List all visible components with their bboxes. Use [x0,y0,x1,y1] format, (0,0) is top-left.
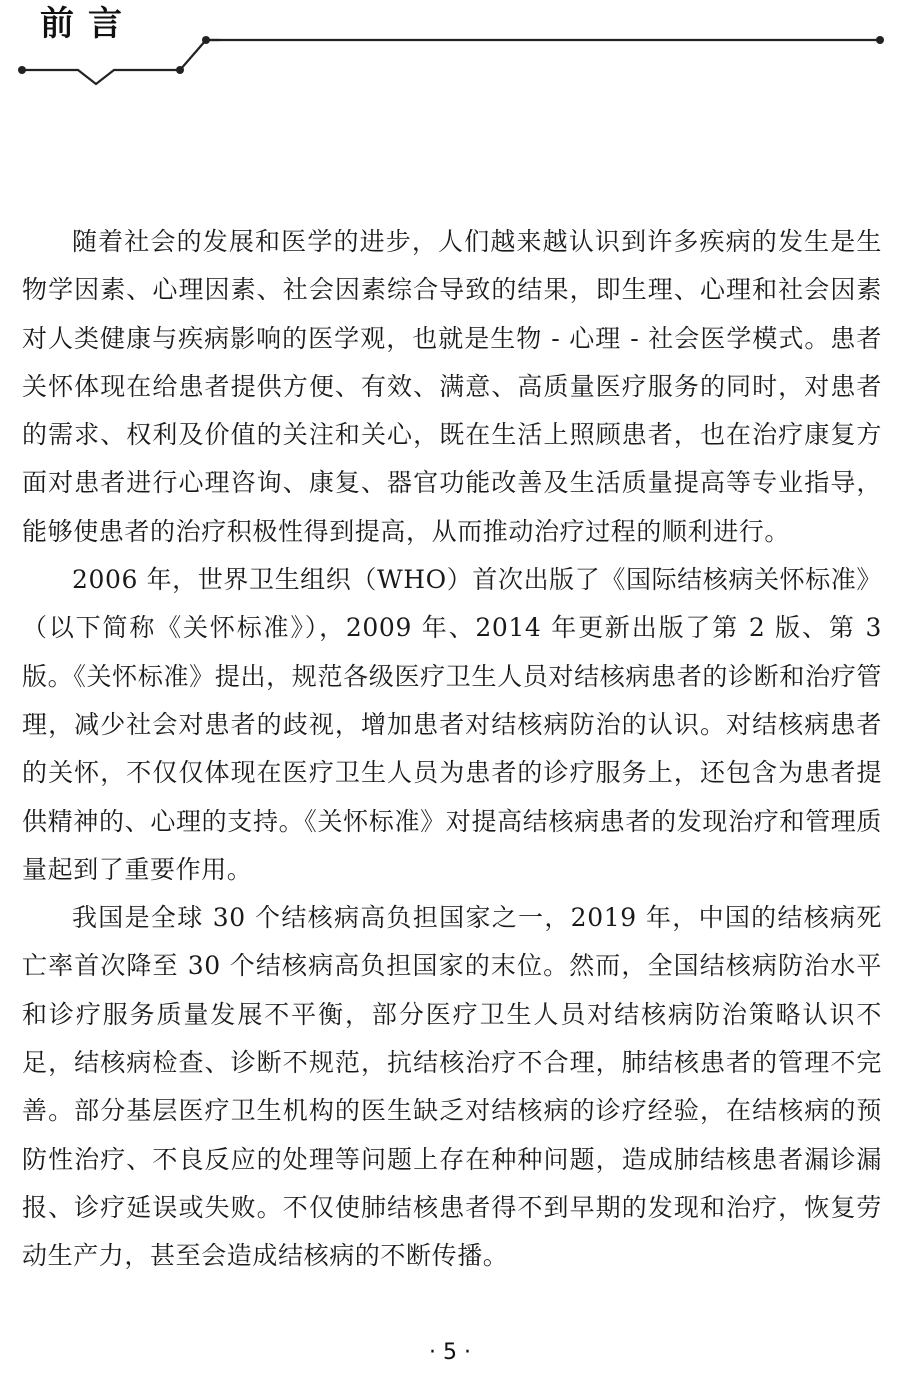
page-title: 前言 [40,4,136,44]
paragraph-1: 随着社会的发展和医学的进步，人们越来越认识到许多疾病的发生是生物学因素、心理因素、社会因素综合导致的结果，即生理、心理和社会因素对人类健康与疾病影响的医学观，也就是生物 - 心理 - 社会医学模式。患者关怀体现在给患者提供方便、有效、满意、高质量医疗服务的同时，对患者的需求、权利及价值的关注和关心，既在生活上照顾患者，也在治疗康复方面对患者进行心理咨询、康复、器官功能改善及生活质量提高等专业指导，能够使患者的治疗积极性得到提高，从而推动治疗过程的顺利进行。 [22,227,882,546]
main-content [22,218,882,1281]
paragraph-3: 我国是全球 30 个结核病高负担国家之一，2019 年，中国的结核病死亡率首次降至 30 个结核病高负担国家的末位。然而，全国结核病防治水平和诊疗服务质量发展不平衡，部分医疗卫生人员对结核病防治策略认识不足，结核病检查、诊断不规范，抗结核治疗不合理，肺结核患者的管理不完善。部分基层医疗卫生机构的医生缺乏对结核病的诊疗经验，在结核病的预防性治疗、不良反应的处理等问题上存在种种问题，造成肺结核患者漏诊漏报、诊疗延误或失败。不仅使肺结核患者得不到早期的发现和治疗，恢复劳动生产力，甚至会造成结核病的不断传播。 [22,903,882,1271]
chapter-header [0,0,900,90]
page-number: · 5 · [429,1340,471,1365]
paragraph-2: 2006 年，世界卫生组织（WHO）首次出版了《国际结核病关怀标准》（以下简称《关怀标准》），2009 年、2014 年更新出版了第 2 版、第 3 版。《关怀标准》提出，规范各级医疗卫生人员对结核病患者的诊断和治疗管理，减少社会对患者的歧视，增加患者对结核病防治的认识。对结核病患者的关怀，不仅仅体现在医疗卫生人员为患者的诊疗服务上，还包含为患者提供精神的、心理的支持。《关怀标准》对提高结核病患者的发现治疗和管理质量起到了重要作用。 [22,565,882,884]
